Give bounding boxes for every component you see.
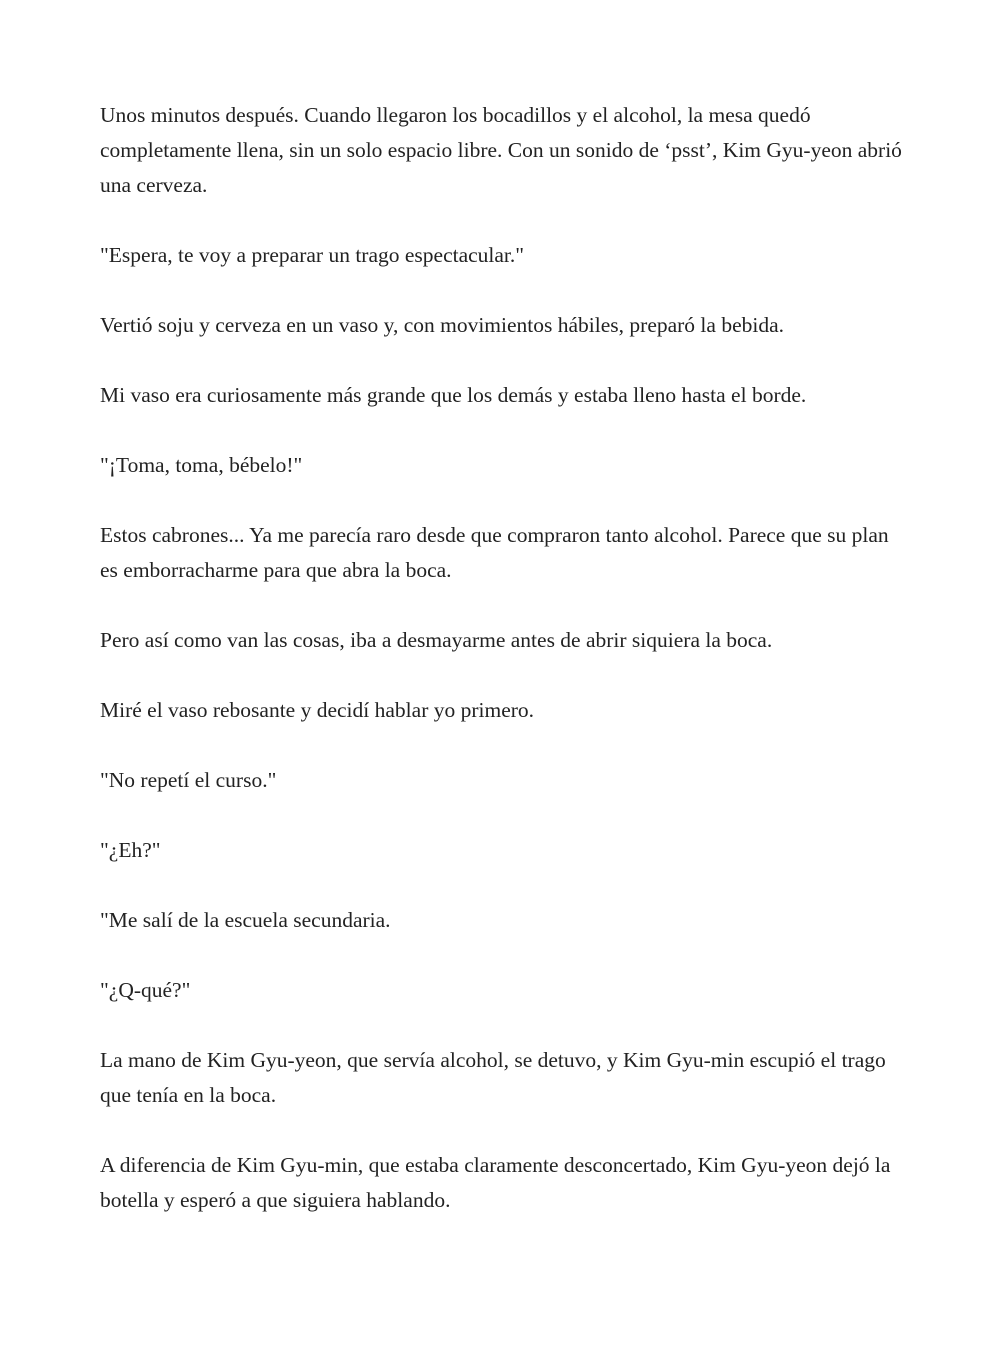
paragraph: "No repetí el curso." [100, 768, 277, 792]
paragraph: Vertió soju y cerveza en un vaso y, con movimientos hábiles, preparó la bebida. [100, 313, 785, 337]
paragraph: "¡Toma, toma, bébelo!" [100, 453, 303, 477]
document-body [100, 98, 905, 1253]
paragraph: "¿Eh?" [100, 838, 161, 862]
paragraph: A diferencia de Kim Gyu-min, que estaba claramente desconcertado, Kim Gyu-yeon dejó la botella y esperó a que siguiera hablando. [100, 1153, 891, 1212]
paragraph: Mi vaso era curiosamente más grande que los demás y estaba lleno hasta el borde. [100, 383, 807, 407]
paragraph: Unos minutos después. Cuando llegaron los bocadillos y el alcohol, la mesa quedó completamente llena, sin un solo espacio libre. Con un sonido de ‘psst’, Kim Gyu-yeon abrió una cerveza. [100, 103, 902, 197]
paragraph: La mano de Kim Gyu-yeon, que servía alcohol, se detuvo, y Kim Gyu-min escupió el trago que tenía en la boca. [100, 1048, 886, 1107]
paragraph: "Me salí de la escuela secundaria. [100, 908, 391, 932]
paragraph: Miré el vaso rebosante y decidí hablar yo primero. [100, 698, 535, 722]
paragraph: "Espera, te voy a preparar un trago espectacular." [100, 243, 525, 267]
paragraph: Pero así como van las cosas, iba a desmayarme antes de abrir siquiera la boca. [100, 628, 773, 652]
paragraph: Estos cabrones... Ya me parecía raro desde que compraron tanto alcohol. Parece que su plan es emborracharme para que abra la boca. [100, 523, 889, 582]
paragraph: "¿Q-qué?" [100, 978, 191, 1002]
